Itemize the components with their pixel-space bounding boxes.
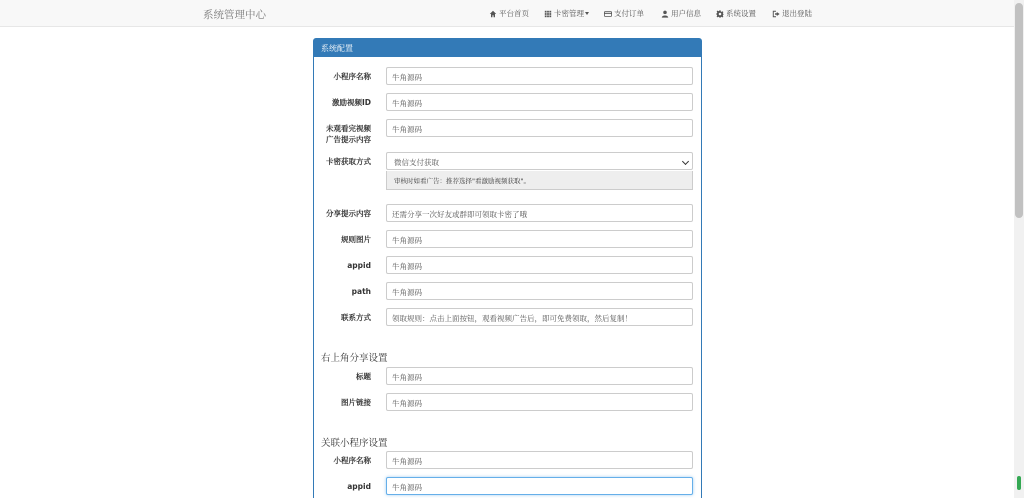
label-reward-video-id: 激励视频ID [331, 98, 371, 107]
chevron-down-icon [682, 158, 689, 165]
home-icon [489, 10, 497, 18]
nav-card-management-label: 卡密管理 [554, 9, 584, 18]
nav-user-info-label: 用户信息 [671, 9, 701, 18]
card-acquire-method-select[interactable] [386, 152, 693, 170]
brand-title[interactable]: 系统管理中心 [203, 9, 266, 21]
label-unwatched-tip-line2: 广告提示内容 [326, 135, 371, 144]
label-share-title: 标题 [356, 372, 371, 381]
rule-image-input[interactable]: 牛角源码 [386, 230, 693, 248]
nav-payment-orders[interactable] [604, 8, 644, 19]
label-share-image-link: 图片链接 [341, 398, 371, 407]
appid-input[interactable]: 牛角源码 [386, 256, 693, 274]
gear-icon [716, 10, 724, 18]
linked-mini-program-name-input[interactable]: 牛角源码 [386, 451, 693, 469]
share-settings-heading: 右上角分享设置 [321, 353, 388, 364]
share-image-link-input[interactable]: 牛角源码 [386, 393, 693, 411]
logout-icon [772, 10, 780, 18]
card-acquire-help-text: 审核时如看广告：推荐选择"看激励视频获取"。 [386, 171, 693, 190]
nav-logout[interactable] [772, 8, 812, 19]
label-linked-appid: appid [347, 482, 371, 491]
label-share-tip: 分享提示内容 [326, 209, 371, 218]
card-icon [604, 10, 612, 18]
nav-payment-orders-label: 支付订单 [614, 9, 644, 18]
nav-card-management[interactable] [544, 8, 589, 19]
nav-system-settings[interactable] [716, 8, 756, 19]
nav-system-settings-label: 系统设置 [726, 9, 756, 18]
user-icon [661, 10, 669, 18]
label-linked-mini-program-name: 小程序名称 [333, 456, 371, 465]
label-contact: 联系方式 [341, 313, 371, 322]
contact-input[interactable]: 领取规则：点击上面按钮，观看视频广告后，即可免费领取，然后复制！ [386, 308, 693, 326]
scroll-marker [1017, 476, 1021, 490]
linked-mini-program-heading: 关联小程序设置 [321, 438, 388, 449]
system-config-panel [313, 38, 702, 498]
label-rule-image: 规则图片 [341, 235, 371, 244]
nav-user-info[interactable] [661, 8, 701, 19]
top-navbar [0, 0, 1014, 27]
mini-program-name-input[interactable]: 牛角源码 [386, 67, 693, 85]
page-scrollbar[interactable] [1014, 0, 1024, 498]
unwatched-tip-input[interactable]: 牛角源码 [386, 119, 693, 137]
nav-home[interactable] [489, 8, 529, 19]
nav-home-label: 平台首页 [499, 9, 529, 18]
share-title-input[interactable]: 牛角源码 [386, 367, 693, 385]
linked-appid-input[interactable]: 牛角源码 [386, 477, 693, 495]
path-input[interactable]: 牛角源码 [386, 282, 693, 300]
card-acquire-method-value: 微信支付获取 [394, 158, 439, 167]
grid-icon [544, 10, 552, 18]
label-appid: appid [347, 261, 371, 270]
label-unwatched-tip-line1: 未观看完视频 [326, 124, 371, 133]
share-tip-input[interactable]: 还需分享一次好友或群即可领取卡密了哦 [386, 204, 693, 222]
panel-title: 系统配置 [314, 39, 701, 57]
reward-video-id-input[interactable]: 牛角源码 [386, 93, 693, 111]
label-card-acquire-method: 卡密获取方式 [326, 157, 371, 166]
label-mini-program-name: 小程序名称 [333, 72, 371, 81]
caret-down-icon [585, 12, 589, 15]
scrollbar-thumb[interactable] [1015, 3, 1023, 218]
nav-logout-label: 退出登陆 [782, 9, 812, 18]
label-path: path [351, 287, 371, 296]
